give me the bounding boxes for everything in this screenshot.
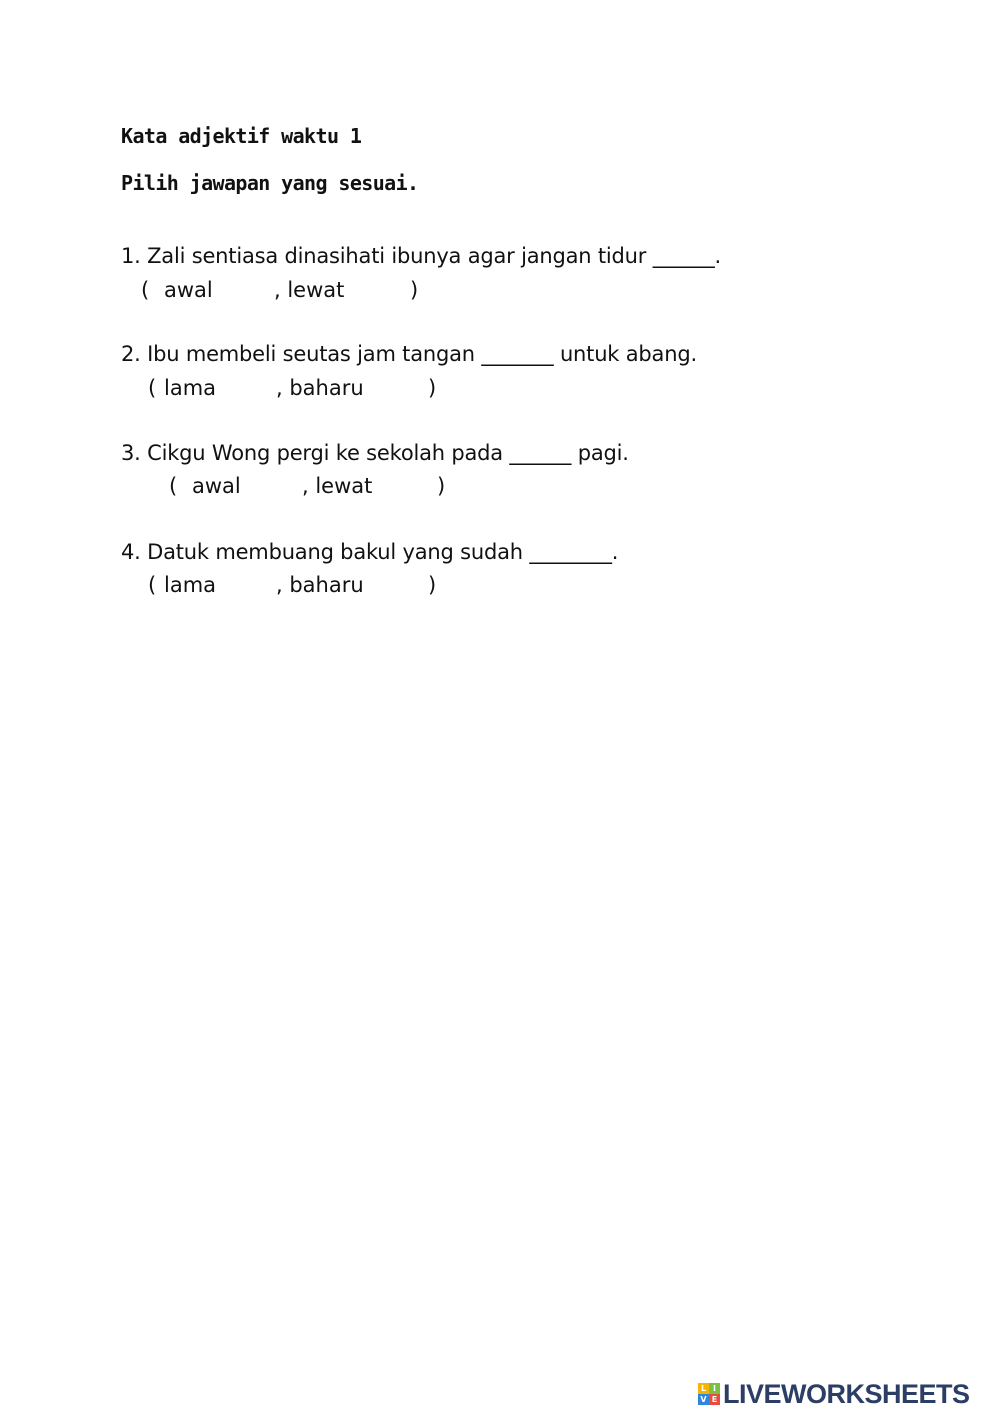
- logo-mark-letter: L: [698, 1383, 709, 1394]
- question-1-option-b[interactable]: , lewat: [274, 278, 345, 302]
- logo-mark-letter: E: [709, 1394, 720, 1405]
- question-3-open-paren: (: [169, 474, 178, 498]
- liveworksheets-logo[interactable]: [698, 1378, 970, 1409]
- question-1-close-paren: ): [410, 278, 419, 302]
- logo-wordmark: LIVEWORKSHEETS: [723, 1378, 970, 1409]
- question-3-option-a[interactable]: awal: [192, 474, 241, 498]
- liveworksheets-mark-icon: [698, 1383, 720, 1405]
- question-4-text: 4. Datuk membuang bakul yang sudah ________.: [121, 540, 619, 564]
- question-1-option-a[interactable]: awal: [164, 278, 213, 302]
- question-3-text: 3. Cikgu Wong pergi ke sekolah pada ______ pagi.: [121, 441, 629, 465]
- question-1-text: 1. Zali sentiasa dinasihati ibunya agar jangan tidur ______.: [121, 244, 721, 268]
- question-2-open-paren: (: [148, 376, 157, 400]
- question-1-open-paren: (: [141, 278, 150, 302]
- question-2-text: 2. Ibu membeli seutas jam tangan _______ untuk abang.: [121, 342, 697, 366]
- question-4-option-a[interactable]: lama: [164, 573, 217, 597]
- question-4-open-paren: (: [148, 573, 157, 597]
- worksheet-title: Kata adjektif waktu 1: [121, 124, 362, 148]
- question-3-option-b[interactable]: , lewat: [302, 474, 373, 498]
- question-2-option-a[interactable]: lama: [164, 376, 217, 400]
- logo-mark-letter: I: [709, 1383, 720, 1394]
- question-4-option-b[interactable]: , baharu: [276, 573, 364, 597]
- worksheet-instruction: Pilih jawapan yang sesuai.: [121, 171, 419, 195]
- logo-mark-letter: V: [698, 1394, 709, 1405]
- question-2-option-b[interactable]: , baharu: [276, 376, 364, 400]
- question-4-close-paren: ): [428, 573, 437, 597]
- question-3-close-paren: ): [437, 474, 446, 498]
- question-2-close-paren: ): [428, 376, 437, 400]
